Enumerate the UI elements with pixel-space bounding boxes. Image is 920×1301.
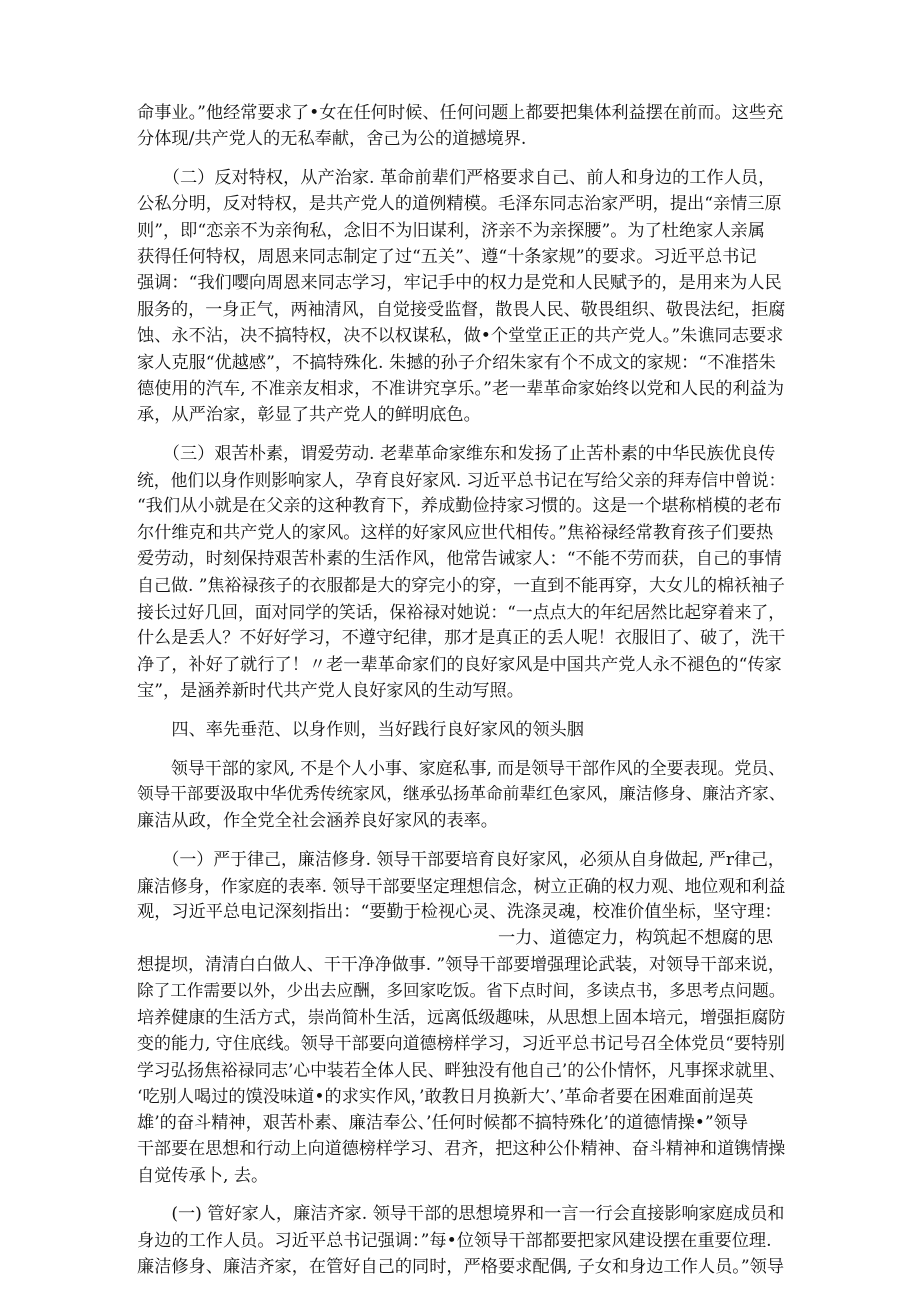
text-line: 自己做. ”焦裕禄孩子的衣服都是大的穿完小的穿，一直到不能再穿，大女儿的棉袄袖子 [137, 575, 785, 596]
text-line: 接长过好几回，面对同学的笑话，保裕禄对她说：“一点点大的年纪居然比起穿着来了， [137, 602, 786, 623]
text-line: 服务的，一身正气，两袖清风，自觉接受监督，散畏人民、敬畏组织、敬畏法纪，拒腐 [137, 299, 786, 320]
text-line: 承，从严治家，彰显了共产党人的鲜明底色。 [137, 405, 481, 426]
text-line: 廉洁修身、廉洁齐家，在管好自己的同时，严格要求配偶, 子女和身边工作人员。”领导 [137, 1257, 785, 1278]
text-line: 家人克服“优越感”，不搞特殊化. 朱撼的孙子介绍朱家有个不成文的家规：“不准搭朱 [137, 352, 776, 373]
text-line: 爱劳动，时刻保持艰苦朴素的生活作风，他常告诫家人：“不能不劳而获，自己的事情 [137, 549, 782, 570]
text-line: 则”，即“恋亲不为亲徇私，念旧不为旧谋利，济亲不为亲探腰”。为了杜绝家人亲属 [137, 220, 765, 241]
text-line: 命事业。”他经常要求了•女在任何时候、任何问题上都要把集体利益摆在前而。这些充 [137, 103, 784, 123]
text-line: “我们从小就是在父亲的这种教育下，养成勤俭持家习惯的。这是一个堪称梢模的老布 [137, 496, 782, 517]
text-line: 变的能力, 守住底线。领导干部要向道德榜样学习，习近平总书记号召全体党员“要特别 [137, 1033, 785, 1054]
text-line: （三）艰苦朴素，谓爱劳动. 老辈革命家维东和发扬了止苦朴素的中华民族优良传 [137, 443, 776, 464]
text-line: 雄’的奋斗精神，艰苦朴素、廉洁奉公、’任何时候都不搞特殊化’的道德情操•”领导 [137, 1113, 749, 1134]
section-heading: 四、率先垂范、以身作则，当好践行良好家风的领头胭 [137, 719, 584, 740]
text-line: 学习弘扬焦裕禄同志’心中装若全体人民、畔独没有他自己’的公仆情怀，凡事探求就里、 [137, 1060, 786, 1081]
text-line: 蚀、永不沾，决不搞特权，决不以权谋私，做•个堂堂正正的共产党人。”朱谯同志要求 [137, 326, 784, 347]
text-line: 净了，补好了就行了！〃老一辈革命家们的良好家风是中国共产党人永不褪色的“传家 [137, 654, 782, 675]
text-line: 尔什维克和共产党人的家风。这样的好家风应世代相传。”焦裕禄经常教育孩子们要热 [137, 522, 774, 543]
text-line: 自觉传承卜, 去。 [137, 1165, 269, 1186]
text-line: （一）严于律己，廉洁修身. 领导干部要培育良好家风，必须从自身做起, 严r律己， [137, 849, 785, 870]
text-line: 廉洁从政，作全党全社会涵养良好家风的表率。 [137, 810, 498, 831]
paragraph-continuation [137, 100, 785, 153]
text-line: 领导干部要汲取中华优秀传统家风，继承弘扬革命前辈红色家风，廉洁修身、廉沽齐家、 [137, 784, 786, 804]
text-line: 身边的工作人员。习近平总书记强调：”每•位领导干部都要把家风建设摆在重要位理. [137, 1230, 772, 1251]
paragraph-manage-family [137, 1201, 785, 1280]
text-line: 想提坝，清清白白做人、干干净净做事. ”领导干部要增强理论武装，对领导干部来说， [137, 954, 785, 975]
paragraph-oppose-privilege [137, 165, 785, 429]
text-line: 培养健康的生活方式，崇尚简朴生活，远离低级趣味，从思想上固本培元，增强拒腐防 [137, 1007, 786, 1028]
text-line: ‘吃别人喝过的馍没味道•的求实作风，’敢教日月换新大’、’革命者要在困难面前逞英 [137, 1086, 754, 1107]
paragraph-self-discipline [137, 846, 785, 1189]
text-line: 公私分明，反对特权，是共产党人的道例精模。毛泽东同志治家严明，提出“亲情三原 [137, 194, 782, 215]
text-line: 统，他们以身作则影响家人，孕育良好家风. 习近平总书记在写给父亲的拜寿信中曾说： [137, 470, 786, 491]
text-line: 分体现/共产党人的无私奉献，舍己为公的道撼境界. [137, 129, 527, 150]
document-page [137, 100, 785, 1280]
text-line: 德使用的汽车, 不准亲友相求，不准讲究享乐。”老一辈革命家始终以党和人民的利益为 [137, 378, 785, 399]
paragraph-hard-work [137, 441, 785, 705]
text-line: 强调：“我们嘤向周恩来同志学习，牢记手中的权力是党和人民赋予的，是用来为人民 [137, 273, 782, 294]
text-line: （二）反对特权，从产治家. 革命前辈们严格要求自己、前人和身边的工作人员， [137, 167, 776, 188]
text-line: 干部要在思想和行动上向道德榜样学习、君齐，把这种公仆精神、奋斗精神和道镌情操 [137, 1139, 786, 1160]
text-line: (一) 管好家人，廉洁齐家. 领导干部的思想境界和一言一行会直接影响家庭成员和 [137, 1204, 785, 1225]
paragraph-cadre-family-style [137, 755, 785, 834]
text-line: 领导干部的家风, 不是个人小事、家庭私事, 而是领导干部作风的全要表现。党员、 [137, 758, 786, 778]
text-line: 宝”，是涵养新时代共产党人良好家风的生动写照。 [137, 681, 524, 702]
text-line: 廉洁修身，作家庭的表率. 领导干部要坚定理想信念，树立正确的权力观、地位观和利益 [137, 875, 786, 896]
text-line: 观，习近平总电记深刻指出：“要勤于检视心灵、洗涤灵魂，校准价值坐标，坚守理： [137, 901, 782, 922]
text-line: 除了工作需要以外，少出去应酬，多回家吃饭。省下点时间，多读点书，多思考点问题。 [137, 981, 786, 1001]
text-line: 获得任何特权，周恩来同志制定了过“五关”、遵“十条家规”的要求。习近平总书记 [137, 246, 757, 267]
text-line: 什么是丢人？不好好学习，不遵守纪律，那才是真正的丢人呢！衣服旧了、破了，洗干 [137, 628, 786, 649]
text-line: 一力、道德定力，构筑起不想腐的思 [137, 928, 773, 949]
